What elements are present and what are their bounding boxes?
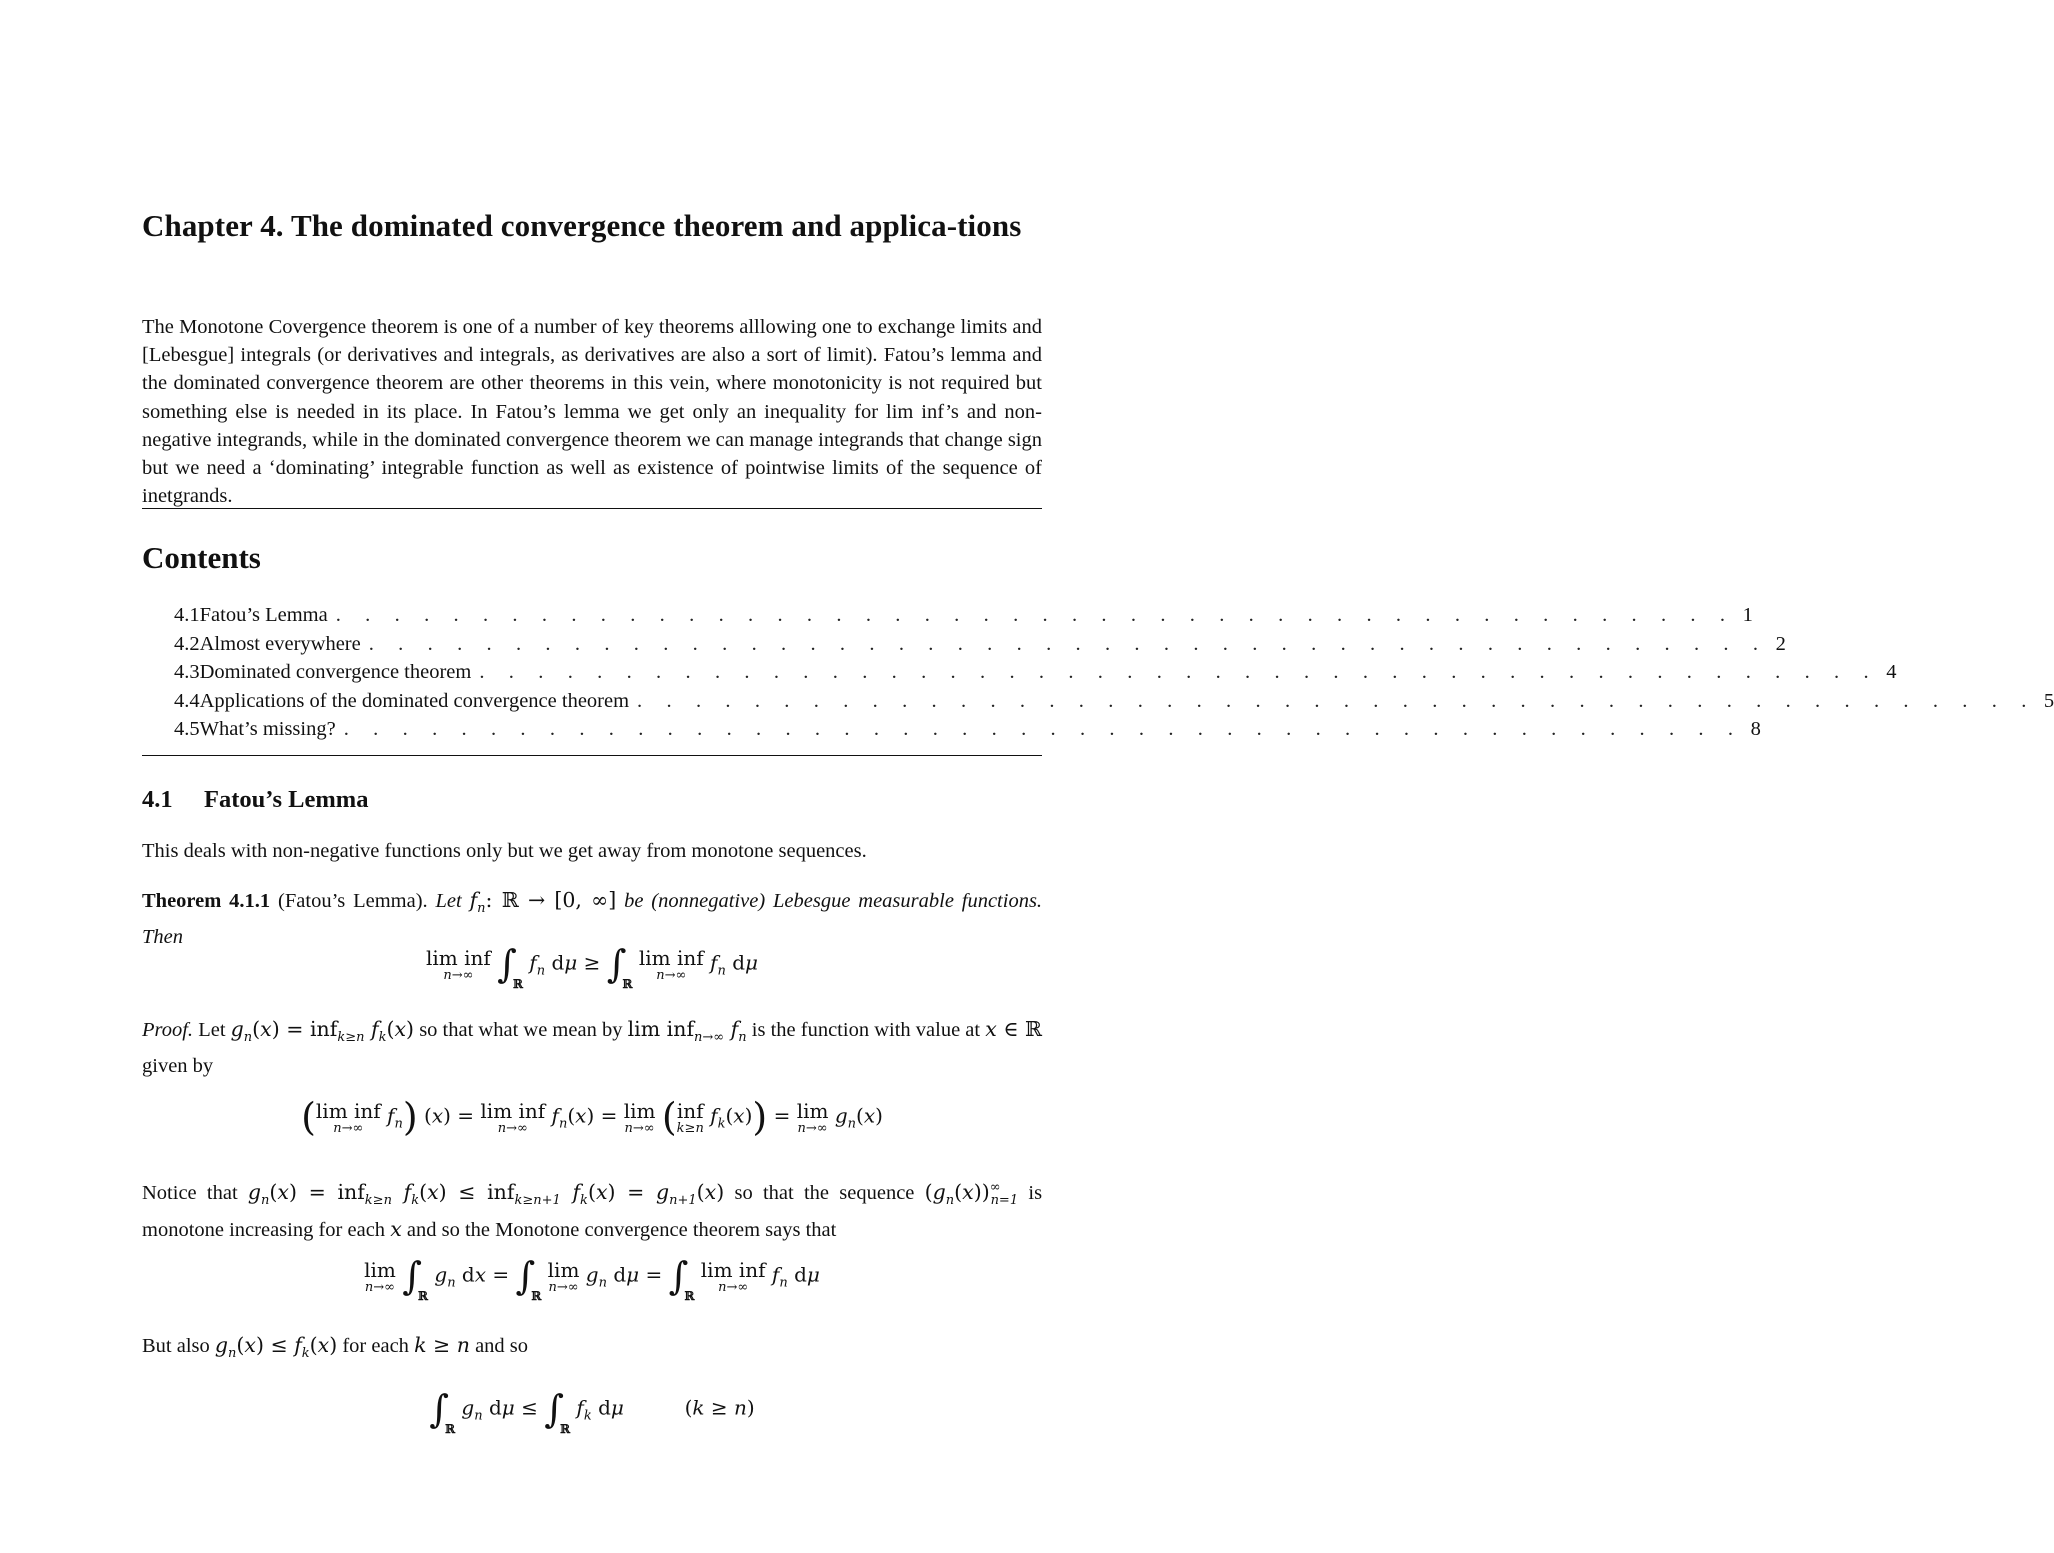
integral-sign: ∫	[402, 1254, 423, 1298]
chapter-title: Chapter 4. The dominated convergence theorem and applica-tions	[142, 208, 1022, 243]
toc-entry[interactable]	[174, 632, 1786, 662]
but-also-paragraph	[142, 1331, 1042, 1368]
math-inline: $f_n$: ℝ → [0, ∞]	[469, 888, 617, 916]
lim-operator: lim n→∞	[364, 1258, 396, 1295]
but-also-text: and so	[475, 1335, 529, 1357]
math-inline: lim inf$_{n\to\infty}$ $f_n$	[627, 1017, 747, 1045]
toc-title[interactable]: Almost everywhere	[199, 632, 361, 655]
math-inline: x	[390, 1217, 402, 1242]
toc-number: 4.1	[174, 604, 200, 626]
proof-label: Proof.	[142, 1019, 194, 1041]
notice-text: Notice that	[142, 1182, 238, 1204]
table-of-contents	[174, 604, 2054, 747]
toc-page: 4	[1886, 661, 1897, 683]
math-inline: $(g_n(x))^\infty_{n=1}$	[924, 1180, 1019, 1208]
toc-number: 4.2	[174, 632, 200, 655]
integral-sign: ∫	[429, 1387, 450, 1431]
but-also-text: But also	[142, 1335, 210, 1357]
proof-text: is the function with value at	[751, 1019, 981, 1041]
toc-entry[interactable]	[174, 689, 2054, 719]
toc-number: 4.5	[174, 718, 200, 740]
proof-text: so that what we mean by	[419, 1019, 623, 1041]
liminf-definition: (lim inf n→∞ $f_n$) (x) = lim inf n→∞ $f_n(x) = \lim$ n→∞ (inf k≥n $f_k(x)) = \lim$ n→∞ $g_n(x)$	[301, 1095, 883, 1139]
proof-paragraph	[142, 1015, 1042, 1080]
monotone-convergence-equation: lim n→∞ $\int_ℝ$ $g_n$ dx = $\int_ℝ$ lim n→∞ $g_n$ $d\mu = \int_ℝ$ lim inf n→∞ $f_n$ dμ	[364, 1254, 820, 1303]
toc-leader: . . . . . . . . . . . . . . . . . . . . . . . . . . . . . . . . . . . . . . . . . . . . . . . .	[368, 632, 1768, 655]
comparison-inequality: $\int_ℝ$ $g_n$ $d\mu \le \int_ℝ$ $f_k$ dμ (k ≥ n)	[429, 1387, 755, 1436]
toc-page: 8	[1750, 718, 1761, 740]
notice-text: is monotone increasing for each	[142, 1182, 1043, 1242]
toc-number: 4.3	[174, 661, 200, 683]
divider-rule	[142, 755, 1042, 756]
liminf-operator: lim inf n→∞	[638, 946, 704, 983]
toc-entry[interactable]	[174, 604, 1753, 633]
toc-title[interactable]: What’s missing?	[199, 718, 336, 740]
theorem-label: Theorem 4.1.1	[142, 890, 271, 912]
notice-text: so that the sequence	[734, 1182, 915, 1204]
section-title: Fatou’s Lemma	[204, 786, 369, 813]
math-inline: $g_n(x) = inf_{k\ge n}$ $f_k(x)$	[230, 1017, 415, 1045]
math-inline: k ≥ n	[414, 1333, 470, 1357]
toc-title[interactable]: Applications of the dominated convergence theorem	[199, 689, 630, 712]
liminf-operator: lim inf n→∞	[700, 1258, 766, 1295]
contents-heading: Contents	[142, 540, 261, 575]
liminf-operator: lim inf n→∞	[425, 946, 491, 983]
math-inline: x ∈ ℝ	[985, 1017, 1043, 1041]
toc-entry[interactable]	[174, 661, 1897, 690]
math-inline: $g_n(x) \le f_k(x)$	[214, 1333, 338, 1361]
proof-text: Let	[198, 1019, 226, 1041]
notice-text: and so the Monotone convergence theorem says that	[406, 1219, 837, 1242]
theorem-name: (Fatou’s Lemma).	[278, 890, 428, 912]
toc-page: 5	[2043, 689, 2054, 712]
integral-sign: ∫	[515, 1254, 536, 1298]
toc-page: 2	[1775, 632, 1786, 655]
integral-sign: ∫	[668, 1254, 689, 1298]
toc-leader: . . . . . . . . . . . . . . . . . . . . . . . . . . . . . . . . . . . . . . . . . . . . . . . .	[637, 689, 2036, 712]
theorem-text: Let	[435, 890, 462, 912]
divider-rule	[142, 508, 1042, 509]
toc-leader: . . . . . . . . . . . . . . . . . . . . . . . . . . . . . . . . . . . . . . . . . . . . . . . .	[479, 661, 1879, 683]
theorem-text: be (nonnegative) Lebesgue measurable functions. Then	[142, 890, 1043, 949]
liminf-operator: lim inf n→∞	[315, 1099, 381, 1136]
lim-operator: lim n→∞	[547, 1258, 580, 1295]
toc-page: 1	[1742, 604, 1753, 626]
toc-entry[interactable]	[174, 718, 1761, 747]
fatou-inequality: lim inf n→∞ $\int_ℝ$ $f_n$ $d\mu \ge \int_ℝ$ lim inf n→∞ $f_n$ dμ	[425, 942, 758, 991]
notice-paragraph	[142, 1174, 1042, 1244]
integral-sign: ∫	[497, 942, 517, 986]
toc-number: 4.4	[174, 689, 200, 712]
math-inline: $g_n(x) = inf_{k\ge n}$ $f_k(x) \le inf_{k\ge n+1}$ $f_k(x) = g_{n+1}(x)$	[247, 1180, 725, 1208]
inf-operator: inf k≥n	[676, 1099, 704, 1136]
integral-sign: ∫	[544, 1387, 565, 1431]
theorem-statement	[142, 886, 1042, 951]
proof-text: given by	[142, 1055, 214, 1078]
section-lead: This deals with non-negative functions only but we get away from monotone sequences.	[142, 840, 867, 862]
lim-operator: lim n→∞	[796, 1099, 829, 1136]
toc-title[interactable]: Dominated convergence theorem	[199, 661, 472, 683]
toc-leader: . . . . . . . . . . . . . . . . . . . . . . . . . . . . . . . . . . . . . . . . . . . . . . . .	[343, 718, 1743, 740]
section-heading	[142, 786, 368, 814]
toc-leader: . . . . . . . . . . . . . . . . . . . . . . . . . . . . . . . . . . . . . . . . . . . . . . . .	[335, 604, 1735, 626]
section-number: 4.1	[142, 786, 173, 813]
but-also-text: for each	[342, 1335, 409, 1357]
intro-paragraph: The Monotone Covergence theorem is one of a number of key theorems alllowing one to exchange limits and [Lebesgue] integrals (or derivatives and integrals, as derivatives are also a sort of limit). Fatou’s lemma and the dominated convergence theorem are other theorems in this vein, where monotonicity is not required but something else is needed in its place. In Fatou’s lemma we get only an inequality for lim inf’s and non-negative integrands, while in the dominated convergence theorem we can manage integrands that change sign but we need a ‘dominating’ integrable function as well as existence of pointwise limits of the sequence of inetgrands.	[142, 316, 1042, 508]
toc-title[interactable]: Fatou’s Lemma	[199, 604, 328, 626]
integral-sign: ∫	[606, 942, 627, 986]
liminf-operator: lim inf n→∞	[480, 1099, 546, 1136]
lim-operator: lim n→∞	[623, 1099, 656, 1136]
